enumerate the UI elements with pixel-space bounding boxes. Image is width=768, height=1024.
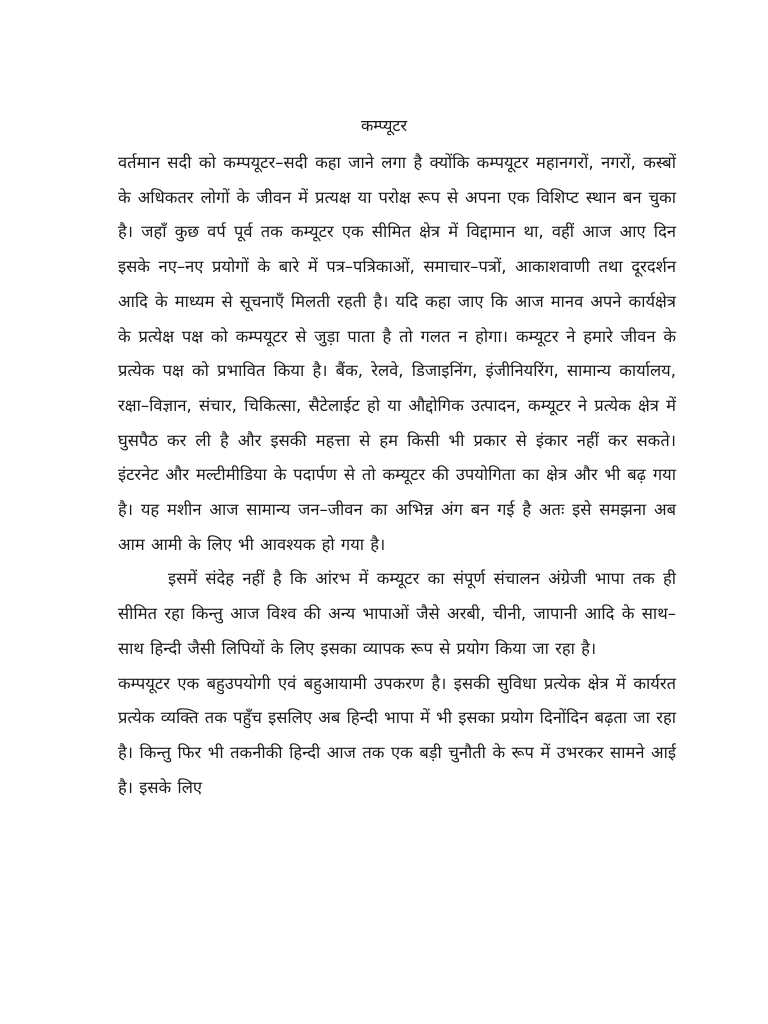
paragraph-language-support: इसमें संदेह नहीं है कि आंरभ में कम्यूटर का संपूर्ण संचालन अंग्रेजी भापा तक ही सीमित रहा किन्तु आज विश्व की अन्य भापाओं जैसे अरबी, चीनी, जापानी आदि के साथ–साथ हिन्दी जैसी लिपियों के लिए इसका व्यापक रूप से प्रयोग किया जा रहा है।: [118, 569, 676, 658]
document-title: कम्प्यूटर: [360, 116, 408, 135]
paragraph-hindi-usage: कम्पयूटर एक बहुउपयोगी एवं बहुआयामी उपकरण है। इसकी सुविधा प्रत्येक क्षेत्र में कार्यरत प्रत्येक व्यक्ति तक पहुँच इसलिए अब हिन्दी भापा में भी इसका प्रयोग दिनोंदिन बढ़ता जा रहा है। किन्तु फिर भी तकनीकी हिन्दी आज तक एक बड़ी चुनौती के रूप में उभरकर सामने आई है। इसके लिए: [118, 673, 676, 797]
document-body: [118, 146, 676, 805]
paragraph-intro: वर्तमान सदी को कम्पयूटर–सदी कहा जाने लगा है क्योंकि कम्पयूटर महानगरों, नगरों, कस्बों के अधिकतर लोगों के जीवन में प्रत्यक्ष या परोक्ष रूप से अपना एक विशिप्ट स्थान बन चुका है। जहाँ कुछ वर्प पूर्व तक कम्यूटर एक सीमित क्षेत्र में विद्दामान था, वहीं आज आए दिन इसके नए–नए प्रयोगों के बारे में पत्र–पत्रिकाओं, समाचार–पत्रों, आकाशवाणी तथा दूरदर्शन आदि के माध्यम से सूचनाएँ मिलती रहती है। यदि कहा जाए कि आज मानव अपने कार्यक्षेत्र के प्रत्येक्ष पक्ष को कम्पयूटर से जुड़ा पाता है तो गलत न होगा। कम्यूटर ने हमारे जीवन के प्रत्येक पक्ष को प्रभावित किया है। बैंक, रेलवे, डिजाइनिंग, इंजीनियरिंग, सामान्य कार्यालय, रक्षा–विज्ञान, संचार, चिकित्सा, सैटेलाईट हो या औद्दोगिक उत्पादन, कम्यूटर ने प्रत्येक क्षेत्र में घुसपैठ कर ली है और इसकी महत्ता से हम किसी भी प्रकार से इंकार नहीं कर सकते। इंटरनेट और मल्टीमीडिया के पदार्पण से तो कम्यूटर की उपयोगिता का क्षेत्र और भी बढ़ गया है। यह मशीन आज सामान्य जन–जीवन का अभिन्न अंग बन गई है अतः इसे समझना अब आम आमी के लिए भी आवश्यक हो गया है।: [118, 153, 676, 554]
